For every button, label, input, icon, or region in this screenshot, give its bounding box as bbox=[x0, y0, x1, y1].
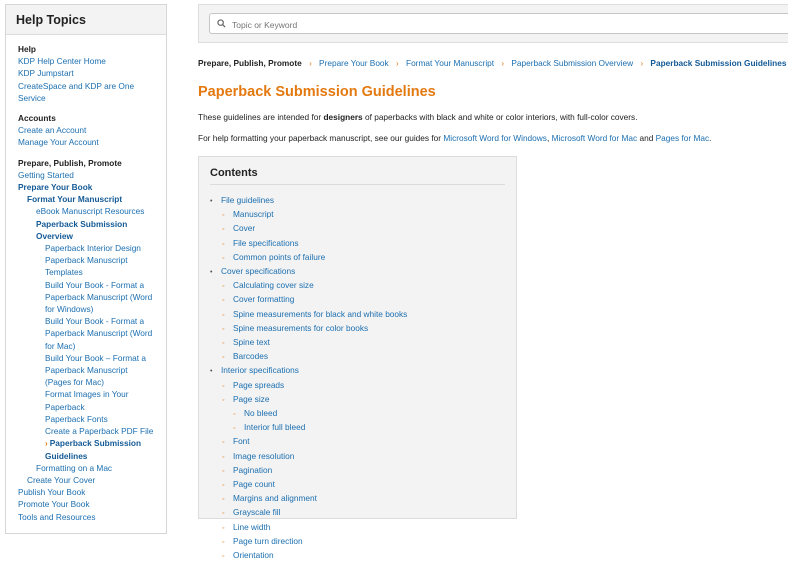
breadcrumb-root: Prepare, Publish, Promote bbox=[198, 58, 302, 68]
sidebar-item-build-pages-mac[interactable] bbox=[18, 352, 160, 389]
bullet-icon: ◦ bbox=[222, 311, 225, 319]
sidebar-section-title: Accounts bbox=[18, 113, 56, 124]
sidebar-section-accounts bbox=[18, 112, 160, 149]
bullet-icon: ◦ bbox=[222, 482, 225, 490]
bullet-icon: ◦ bbox=[222, 297, 225, 305]
sidebar-item-label: Paperback Manuscript (Word bbox=[45, 328, 153, 339]
sidebar-item-paperback-submission-overview[interactable] bbox=[18, 218, 160, 242]
toc-link[interactable]: No bleed bbox=[244, 408, 278, 419]
contents-title: Contents bbox=[210, 167, 505, 185]
bullet-icon: ◦ bbox=[222, 453, 225, 461]
toc-item bbox=[210, 322, 516, 336]
help-text-part: and bbox=[637, 133, 656, 143]
help-formatting-text bbox=[198, 133, 711, 143]
sidebar-item-label: Build Your Book - Format a bbox=[45, 279, 145, 290]
toc-item bbox=[210, 265, 516, 279]
sidebar-item-paperback-interior-design[interactable]: Paperback Interior Design bbox=[45, 243, 141, 254]
toc-link[interactable]: Page count bbox=[233, 479, 275, 490]
toc-link[interactable]: Manuscript bbox=[233, 209, 274, 220]
toc-item bbox=[210, 222, 516, 236]
toc-link[interactable]: Line width bbox=[233, 521, 271, 532]
intro-text-part: of paperbacks with black and white or color interiors, with full-color covers. bbox=[362, 112, 638, 122]
sidebar-item-createspace-and-kdp[interactable]: CreateSpace and KDP are One Service bbox=[18, 80, 135, 103]
toc-item bbox=[210, 464, 516, 478]
bullet-icon: ◦ bbox=[222, 524, 225, 532]
sidebar-item-label: Overview bbox=[36, 230, 73, 241]
bullet-icon: ◦ bbox=[222, 467, 225, 475]
chevron-right-icon: › bbox=[45, 438, 48, 449]
bullet-icon: ◦ bbox=[233, 411, 236, 419]
bullet-icon: ◦ bbox=[222, 354, 225, 362]
sidebar-item-create-your-cover[interactable]: Create Your Cover bbox=[27, 474, 96, 485]
breadcrumb-link-paperback-submission-overview[interactable]: Paperback Submission Overview bbox=[511, 58, 634, 68]
sidebar-item-create-account[interactable]: Create an Account bbox=[18, 125, 87, 136]
sidebar-section-help bbox=[18, 43, 160, 104]
sidebar-item-kdp-help-center-home[interactable]: KDP Help Center Home bbox=[18, 56, 106, 67]
toc-link[interactable]: Page size bbox=[233, 393, 270, 404]
toc-item bbox=[210, 506, 516, 520]
toc-item bbox=[210, 308, 516, 322]
toc-link[interactable]: Page turn direction bbox=[233, 535, 303, 546]
sidebar-item-label: Guidelines bbox=[45, 450, 88, 461]
breadcrumb-current: Paperback Submission Guidelines bbox=[650, 58, 787, 68]
pages-mac-link[interactable]: Pages for Mac bbox=[655, 133, 710, 143]
breadcrumb-link-prepare-your-book[interactable]: Prepare Your Book bbox=[319, 58, 389, 68]
sidebar-item-formatting-on-mac[interactable]: Formatting on a Mac bbox=[36, 462, 113, 473]
sidebar-item-paperback-manuscript-templates[interactable] bbox=[18, 254, 160, 278]
sidebar-item-label: Templates bbox=[45, 267, 83, 278]
search-bar bbox=[198, 4, 788, 43]
toc-item bbox=[210, 421, 516, 435]
bullet-icon: ◦ bbox=[222, 382, 225, 390]
toc-link[interactable]: Common points of failure bbox=[233, 251, 326, 262]
bullet-icon: ◦ bbox=[222, 226, 225, 234]
sidebar-item-label: Format Images in Your bbox=[45, 389, 129, 400]
word-windows-link[interactable]: Microsoft Word for Windows bbox=[443, 133, 547, 143]
sidebar-item-paperback-fonts[interactable]: Paperback Fonts bbox=[45, 413, 108, 424]
chevron-right-icon: › bbox=[396, 59, 399, 68]
bullet-icon: • bbox=[210, 198, 213, 205]
bullet-icon: ◦ bbox=[222, 340, 225, 348]
toc-item bbox=[210, 450, 516, 464]
toc-item bbox=[210, 194, 516, 208]
sidebar-section-prepare bbox=[18, 157, 160, 523]
toc-item bbox=[210, 478, 516, 492]
toc-item bbox=[210, 435, 516, 449]
toc-item bbox=[210, 492, 516, 506]
toc-link[interactable]: Pagination bbox=[233, 464, 273, 475]
bullet-icon: ◦ bbox=[222, 283, 225, 291]
toc-link[interactable]: Interior specifications bbox=[221, 365, 299, 376]
toc-link[interactable]: Barcodes bbox=[233, 351, 269, 362]
toc-item bbox=[210, 279, 516, 293]
bullet-icon: ◦ bbox=[222, 553, 225, 561]
sidebar-item-build-word-mac[interactable] bbox=[18, 315, 160, 352]
intro-text-part: These guidelines are intended for bbox=[198, 112, 324, 122]
toc-item bbox=[210, 251, 516, 265]
bullet-icon: ◦ bbox=[222, 240, 225, 248]
sidebar-item-promote-your-book[interactable]: Promote Your Book bbox=[18, 499, 90, 510]
toc-link[interactable]: Cover specifications bbox=[221, 266, 296, 277]
sidebar-item-paperback-submission-guidelines[interactable] bbox=[18, 437, 160, 461]
sidebar-item-label: for Mac) bbox=[45, 340, 76, 351]
help-topics-sidebar bbox=[5, 4, 167, 534]
sidebar-item-create-pdf[interactable]: Create a Paperback PDF File bbox=[45, 426, 154, 437]
sidebar-item-label: for Windows) bbox=[45, 304, 94, 315]
chevron-right-icon: › bbox=[309, 59, 312, 68]
bullet-icon: ◦ bbox=[233, 425, 236, 433]
bullet-icon: ◦ bbox=[222, 538, 225, 546]
toc-link[interactable]: Grayscale fill bbox=[233, 507, 281, 518]
sidebar-item-label: Paperback Submission bbox=[49, 438, 142, 449]
sidebar-item-label: Paperback Manuscript bbox=[45, 255, 128, 266]
toc-item bbox=[210, 393, 516, 407]
chevron-right-icon: › bbox=[640, 59, 644, 68]
bullet-icon: • bbox=[210, 368, 213, 376]
sidebar-item-kdp-jumpstart[interactable]: KDP Jumpstart bbox=[18, 68, 74, 79]
sidebar-item-label: Paperback Submission bbox=[36, 218, 128, 229]
search-input[interactable] bbox=[230, 16, 788, 33]
page-title: Paperback Submission Guidelines bbox=[198, 84, 436, 100]
toc-link[interactable]: Spine text bbox=[233, 337, 270, 348]
bullet-icon: ◦ bbox=[222, 439, 225, 447]
toc-link[interactable]: Image resolution bbox=[233, 450, 295, 461]
toc-link[interactable]: Spine measurements for color books bbox=[233, 322, 369, 333]
toc-item bbox=[210, 521, 516, 535]
toc-link[interactable]: File guidelines bbox=[221, 195, 275, 205]
sidebar-item-label: Paperback Manuscript (Word bbox=[45, 291, 153, 302]
contents-box bbox=[198, 156, 517, 561]
sidebar-item-build-word-windows[interactable] bbox=[18, 279, 160, 316]
help-text-part: , bbox=[546, 133, 552, 143]
sidebar-item-format-your-manuscript[interactable]: Format Your Manuscript bbox=[27, 194, 123, 205]
toc-link[interactable]: Page spreads bbox=[233, 379, 285, 390]
sidebar-item-label: (Pages for Mac) bbox=[45, 377, 105, 388]
sidebar-item-label: Build Your Book - Format a bbox=[45, 316, 145, 327]
toc-link[interactable]: Cover formatting bbox=[233, 294, 295, 305]
toc-link[interactable]: File specifications bbox=[233, 237, 299, 248]
word-mac-link[interactable]: Microsoft Word for Mac bbox=[551, 133, 638, 143]
bullet-icon: ◦ bbox=[222, 212, 225, 220]
toc-link[interactable]: Interior full bleed bbox=[244, 422, 306, 433]
sidebar-section-title: Help bbox=[18, 44, 36, 54]
table-of-contents bbox=[210, 194, 516, 563]
toc-item bbox=[210, 336, 516, 350]
sidebar-section-title: Prepare, Publish, Promote bbox=[18, 157, 122, 168]
toc-link[interactable]: Spine measurements for black and white books bbox=[233, 308, 408, 319]
toc-link[interactable]: Calculating cover size bbox=[233, 280, 314, 291]
breadcrumb-link-format-your-manuscript[interactable]: Format Your Manuscript bbox=[406, 58, 495, 68]
help-text-part: . bbox=[709, 133, 712, 143]
breadcrumb bbox=[198, 58, 786, 68]
intro-text-emphasis: designers bbox=[323, 112, 363, 122]
sidebar-title: Help Topics bbox=[6, 5, 166, 35]
sidebar-item-label: Build Your Book – Format a bbox=[45, 352, 147, 363]
toc-item bbox=[210, 535, 516, 549]
sidebar-item-publish-your-book[interactable]: Publish Your Book bbox=[18, 487, 86, 498]
toc-item bbox=[210, 407, 516, 421]
bullet-icon: ◦ bbox=[222, 510, 225, 518]
toc-link[interactable]: Orientation bbox=[233, 550, 274, 561]
bullet-icon: ◦ bbox=[222, 396, 225, 404]
sidebar-item-prepare-your-book[interactable]: Prepare Your Book bbox=[18, 182, 93, 193]
toc-item bbox=[210, 293, 516, 307]
toc-link[interactable]: Cover bbox=[233, 223, 256, 234]
sidebar-item-getting-started[interactable]: Getting Started bbox=[18, 169, 74, 180]
toc-item bbox=[210, 350, 516, 364]
sidebar-item-label: Paperback bbox=[45, 401, 85, 412]
intro-text bbox=[198, 112, 638, 122]
bullet-icon: ◦ bbox=[222, 325, 225, 333]
sidebar-item-format-images[interactable] bbox=[18, 388, 160, 412]
toc-item bbox=[210, 549, 516, 563]
toc-link[interactable]: Font bbox=[233, 436, 250, 447]
sidebar-item-ebook-manuscript-resources[interactable]: eBook Manuscript Resources bbox=[36, 206, 145, 217]
toc-item bbox=[210, 237, 516, 251]
chevron-right-icon: › bbox=[501, 59, 505, 68]
help-text-part: For help formatting your paperback manuscript, see our guides for bbox=[198, 133, 444, 143]
bullet-icon: • bbox=[210, 269, 213, 277]
toc-link[interactable]: Margins and alignment bbox=[233, 493, 317, 504]
toc-item bbox=[210, 364, 516, 378]
toc-item bbox=[210, 379, 516, 393]
search-icon bbox=[217, 19, 226, 28]
bullet-icon: ◦ bbox=[222, 496, 225, 504]
sidebar-item-tools-and-resources[interactable]: Tools and Resources bbox=[18, 511, 96, 522]
sidebar-item-label: Paperback Manuscript bbox=[45, 365, 128, 376]
bullet-icon: ◦ bbox=[222, 254, 225, 262]
toc-item bbox=[210, 208, 516, 222]
search-box[interactable] bbox=[209, 13, 788, 34]
sidebar-item-manage-account[interactable]: Manage Your Account bbox=[18, 137, 99, 148]
